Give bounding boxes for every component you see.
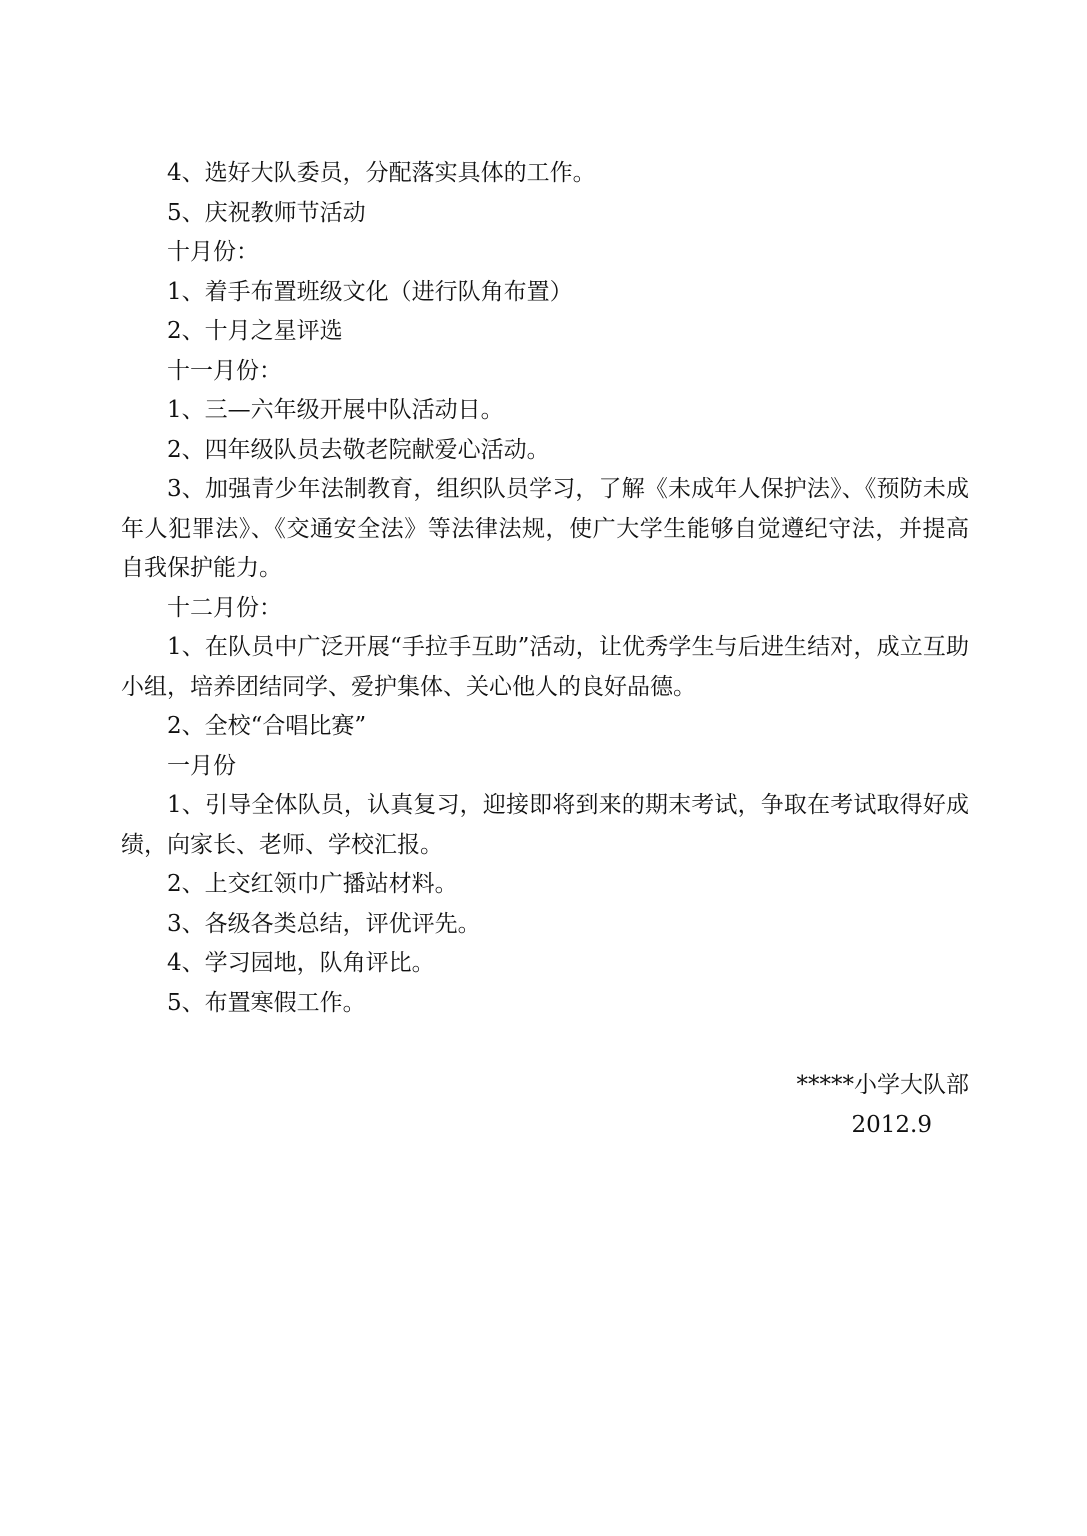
signature-block bbox=[797, 1065, 970, 1145]
paragraph: 2、上交红领巾广播站材料。 bbox=[167, 871, 458, 897]
paragraph: 5、布置寒假工作。 bbox=[167, 989, 366, 1016]
month-heading: 十一月份： bbox=[167, 357, 282, 384]
document-body bbox=[121, 154, 969, 1023]
month-heading: 十月份： bbox=[167, 239, 259, 265]
paragraph: 1、着手布置班级文化（进行队角布置） bbox=[167, 278, 573, 305]
paragraph: 2、全校“合唱比赛” bbox=[167, 713, 367, 739]
paragraph: 5、庆祝教师节活动 bbox=[167, 199, 366, 226]
signature-org: *****小学大队部 bbox=[796, 1072, 969, 1098]
month-heading: 十二月份： bbox=[167, 594, 282, 621]
signature-date: 2012.9 bbox=[851, 1112, 932, 1138]
paragraph: 3、各级各类总结，评优评先。 bbox=[167, 910, 481, 937]
paragraph: 1、在队员中广泛开展“手拉手互助”活动，让优秀学生与后进生结对，成立互助小组，培养团结同学、爱护集体、关心他人的良好品德。 bbox=[121, 634, 969, 700]
paragraph: 2、四年级队员去敬老院献爱心活动。 bbox=[167, 436, 550, 463]
month-heading: 一月份 bbox=[167, 752, 236, 779]
paragraph: 4、选好大队委员，分配落实具体的工作。 bbox=[167, 160, 596, 186]
paragraph: 1、引导全体队员，认真复习，迎接即将到来的期末考试，争取在考试取得好成绩，向家长、老师、学校汇报。 bbox=[121, 792, 969, 858]
paragraph: 4、学习园地，队角评比。 bbox=[167, 950, 435, 976]
paragraph: 3、加强青少年法制教育，组织队员学习，了解《未成年人保护法》、《预防未成年人犯罪法》、《交通安全法》等法律法规，使广大学生能够自觉遵纪守法，并提高自我保护能力。 bbox=[121, 476, 969, 581]
paragraph: 1、三—六年级开展中队活动日。 bbox=[167, 397, 504, 423]
paragraph: 2、十月之星评选 bbox=[167, 318, 343, 344]
